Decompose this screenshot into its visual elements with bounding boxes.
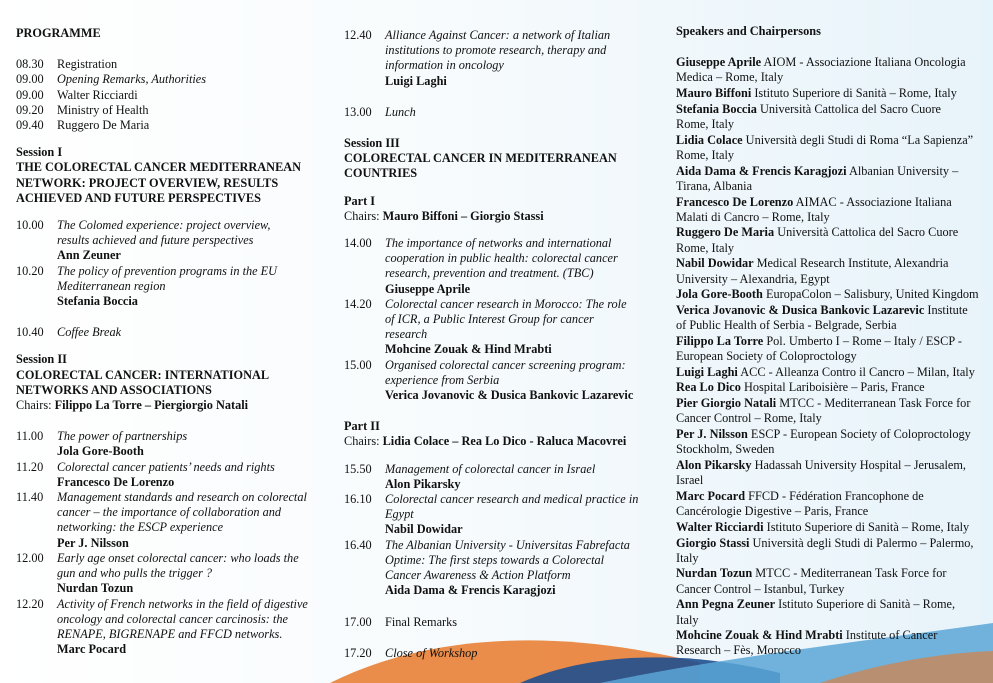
schedule-text: Close of Workshop [385,645,478,660]
spacer [16,309,321,325]
session-label: Session II [16,352,67,367]
schedule-text: Final Remarks [385,614,458,629]
session-title-line: NETWORK: PROJECT OVERVIEW, RESULTS [16,175,279,190]
schedule-text: Walter Ricciardi [57,87,138,102]
speaker-name: Ann Zeuner [57,248,121,263]
talk-title-line: Cancer Awareness & Action Platform [385,568,571,583]
speaker-entry [676,380,988,395]
speaker-entry [676,287,988,302]
talk-title-line: Colorectal cancer patients’ needs and rights [57,459,275,474]
speaker-name: Nurdan Tozun [57,581,134,596]
speaker-affiliation: Medical Research Institute, Alexandria [753,256,949,271]
speaker-affiliation: Italy [676,612,699,627]
talk-body [385,358,654,404]
speaker-name: Giuseppe Aprile [385,281,471,296]
spacer [16,133,321,145]
speaker-name: Alon Pikarsky [676,457,752,472]
chairs-names: Filippo La Torre – Piergiorgio Natali [54,398,249,413]
talk-body [385,462,654,492]
talk-body [57,551,321,597]
time: 11.00 [16,429,44,444]
speakers-title: Speakers and Chairpersons [676,24,821,38]
speaker-name: Ann Pegna Zeuner [676,597,776,612]
time: 09.00 [16,72,44,87]
chairs-line [344,434,654,449]
part-label: Part I [344,193,376,208]
talk-body [385,28,654,89]
speaker-affiliation: University – Alexandria, Egypt [676,271,830,286]
chairs-label: Chairs: [344,208,383,223]
talk-title-line: RENAPE, BIGRENAPE and FFCD networks. [57,626,283,641]
time: 15.50 [344,461,372,476]
time: 17.20 [344,645,372,660]
speaker-name: Aida Dama & Frencis Karagjozi [385,583,556,598]
programme-column [16,26,321,657]
talk-row [16,218,321,264]
speaker-affiliation: Italy [676,550,699,565]
schedule-row [344,646,654,661]
schedule-row [16,103,321,118]
time: 14.00 [344,236,372,251]
talk-body [57,490,321,551]
time: 16.40 [344,537,372,552]
chairs-label: Chairs: [16,398,55,413]
talk-row [344,492,654,538]
speaker-entry [676,225,988,255]
speaker-affiliation: Rome, Italy [676,240,735,255]
speaker-name: Per J. Nilsson [676,427,748,442]
time: 11.40 [16,490,44,505]
session-title-line: COLORECTAL CANCER IN MEDITERRANEAN [344,151,617,166]
speaker-affiliation: FFCD - Fédération Francophone de [745,488,924,503]
time: 10.00 [16,218,44,233]
spacer [344,182,654,194]
speaker-affiliation: Cancérologie Digestive – Paris, France [676,504,869,519]
time: 15.00 [344,357,372,372]
talk-row [16,264,321,310]
schedule-row [344,105,654,120]
speaker-affiliation: ACC - Alleanza Contro il Cancro – Milan, Italy [737,364,975,379]
talk-title-line: The power of partnerships [57,429,188,444]
talk-title-line: Mediterranean region [57,278,166,293]
speakers-column [676,24,988,659]
speaker-affiliation: Istituto Superiore di Sanità – Rome, Italy [751,86,957,101]
chairs-line [344,209,654,224]
speaker-entry [676,334,988,364]
speaker-affiliation: Cancer Control – Rome, Italy [676,411,822,426]
speaker-affiliation: AIOM - Associazione Italiana Oncologia [761,55,966,70]
time: 14.20 [344,296,372,311]
speaker-name: Nabil Dowidar [385,522,463,537]
speaker-name: Verica Jovanovic & Dusica Bankovic Lazarevic [385,388,634,403]
speaker-name: Nabil Dowidar [676,256,754,271]
schedule-row [16,57,321,72]
speaker-entry [676,55,988,85]
speaker-name: Ruggero De Maria [676,225,775,240]
time: 16.10 [344,492,372,507]
talk-title-line: Activity of French networks in the field of digestive [57,596,308,611]
schedule-row [16,72,321,87]
talk-body [385,492,654,538]
talk-title-line: Organised colorectal cancer screening program: [385,357,626,372]
talk-row [344,297,654,358]
schedule-row [16,118,321,133]
speaker-affiliation: Hospital Lariboisière – Paris, France [740,380,925,395]
schedule-row [344,615,654,630]
speaker-name: Luigi Laghi [385,73,447,88]
speaker-affiliation: Rome, Italy [676,117,735,132]
time: 10.20 [16,263,44,278]
programme-title: PROGRAMME [16,26,101,40]
spacer [16,206,321,218]
talk-body [385,297,654,358]
chairs-names: Mauro Biffoni – Giorgio Stassi [382,208,544,223]
speaker-affiliation: Università degli Studi di Palermo – Palermo, [749,535,974,550]
talk-title-line: The Colomed experience: project overview, [57,218,271,233]
speaker-affiliation: Research – Fès, Morocco [676,643,801,658]
session-title-line: NETWORKS AND ASSOCIATIONS [16,382,212,397]
speaker-entry [676,86,988,101]
speaker-affiliation: Malati di Cancro – Rome, Italy [676,209,830,224]
speaker-affiliation: Università Cattolica del Sacro Cuore [774,225,959,240]
speaker-affiliation: MTCC - Mediterranean Task Force for [752,566,947,581]
speaker-entry [676,536,988,566]
speaker-name: Marc Pocard [57,642,127,657]
spacer [344,599,654,615]
talk-title-line: of ICR, a Public Interest Group for cancer [385,312,594,327]
speaker-name: Aida Dama & Frencis Karagjozi [676,163,847,178]
talk-row [344,358,654,404]
talk-title-line: research, prevention and treatment. (TBC) [385,266,594,281]
speaker-affiliation: of Public Health of Serbia - Belgrade, Serbia [676,318,897,333]
talk-row [344,236,654,297]
talk-title-line: results achieved and future perspectives [57,233,254,248]
speaker-name: Lidia Colace [676,132,743,147]
talk-row [16,429,321,459]
time: 12.00 [16,550,44,565]
speaker-affiliation: Istituto Superiore di Sanità – Rome, [775,597,956,612]
talk-title-line: gun and who pulls the trigger ? [57,566,213,581]
chairs-label: Chairs: [344,434,383,449]
speaker-name: Luigi Laghi [676,364,738,379]
speaker-affiliation: Università degli Studi di Roma “La Sapienza” [742,132,974,147]
schedule-text: Opening Remarks, Authorities [57,72,207,87]
speaker-affiliation: MTCC - Mediterranean Task Force for [776,396,971,411]
speaker-entry [676,365,988,380]
spacer [344,630,654,646]
talk-row [344,538,654,599]
speaker-affiliation: Istituto Superiore di Sanità – Rome, Italy [763,519,970,534]
talk-row [16,597,321,658]
spacer [344,224,654,236]
speaker-affiliation: AIMAC - Associazione Italiana [793,194,952,209]
speaker-entry [676,164,988,194]
talk-title-line: Early age onset colorectal cancer: who loads the [57,550,299,565]
speaker-entry [676,489,988,519]
talk-body [57,218,321,264]
talk-title-line: research [385,327,428,342]
talk-title-line: Management of colorectal cancer in Israel [385,461,596,476]
speaker-entry [676,566,988,596]
speaker-affiliation: Università Cattolica del Sacro Cuore [756,101,942,116]
talk-title-line: The Albanian University - Universitas Fabrefacta [385,537,630,552]
time: 09.20 [16,102,44,117]
speaker-affiliation: Institute of Cancer [842,628,938,643]
speaker-name: Per J. Nilsson [57,535,129,550]
spacer [16,41,321,57]
talk-title-line: Egypt [385,507,414,522]
speaker-entry [676,303,988,333]
speaker-name: Stefania Boccia [676,101,757,116]
talk-body [57,264,321,310]
speaker-affiliation: Pol. Umberto I – Rome – Italy / ESCP - [763,333,962,348]
talk-title-line: information in oncology [385,58,504,73]
time: 09.40 [16,118,44,133]
session-title-line: COUNTRIES [344,166,418,181]
talk-title-line: cooperation in public health: colorectal cancer [385,251,618,266]
talk-row [344,28,654,89]
schedule-text: Lunch [385,104,416,119]
speaker-entry [676,628,988,658]
schedule-text: Coffee Break [57,325,122,340]
session-title-line: ACHIEVED AND FUTURE PERSPECTIVES [16,190,261,205]
spacer [344,450,654,462]
session-title-line: THE COLORECTAL CANCER MEDITERRANEAN [16,160,302,175]
talk-body [385,538,654,599]
talk-title-line: experience from Serbia [385,372,500,387]
talk-body [385,236,654,297]
speaker-entry [676,133,988,163]
speaker-name: Walter Ricciardi [676,519,764,534]
schedule-row [16,325,321,340]
talk-title-line: oncology and colorectal cancer carcinosis: the [57,611,288,626]
time: 17.00 [344,614,372,629]
speaker-affiliation: EuropaColon – Salisbury, United Kingdom [762,287,979,302]
time: 13.00 [344,104,372,119]
time: 09.00 [16,87,44,102]
spacer [344,89,654,105]
talk-row [16,551,321,597]
speaker-affiliation: European Society of Coloproctology [676,349,857,364]
schedule-text: Registration [57,57,118,72]
chairs-names: Lidia Colace – Rea Lo Dico - Raluca Macovrei [382,434,627,449]
talk-title-line: networking: the ESCP experience [57,520,224,535]
speaker-name: Mauro Biffoni [676,86,752,101]
session-title-line: COLORECTAL CANCER: INTERNATIONAL [16,367,270,382]
programme-continued-column [344,28,654,661]
speaker-name: Verica Jovanovic & Dusica Bankovic Lazarevic [676,302,925,317]
speaker-name: Jola Gore-Booth [57,444,144,459]
speaker-affiliation: Cancer Control – Istanbul, Turkey [676,581,845,596]
speaker-affiliation: Hadassah University Hospital – Jerusalem, [751,457,966,472]
speaker-name: Mohcine Zouak & Hind Mrabti [385,342,552,357]
talk-body [57,460,321,490]
speaker-affiliation: Stockholm, Sweden [676,442,775,457]
speaker-affiliation: Medica – Rome, Italy [676,70,784,85]
spacer [16,413,321,429]
speaker-name: Marc Pocard [676,488,746,503]
talk-title-line: Colorectal cancer research in Morocco: The role [385,296,627,311]
time: 12.20 [16,596,44,611]
speaker-affiliation: Tirana, Albania [676,178,753,193]
talk-title-line: Colorectal cancer research and medical practice in [385,492,639,507]
speaker-name: Pier Giorgio Natali [676,396,777,411]
schedule-text: Ruggero De Maria [57,118,150,133]
time: 10.40 [16,325,44,340]
spacer [344,403,654,419]
speaker-affiliation: Rome, Italy [676,147,735,162]
time: 11.20 [16,459,44,474]
speaker-name: Mohcine Zouak & Hind Mrabti [676,628,843,643]
speaker-name: Alon Pikarsky [385,476,461,491]
speaker-entry [676,427,988,457]
speaker-entry [676,520,988,535]
spacer [676,39,988,55]
talk-body [57,429,321,459]
talk-title-line: The policy of prevention programs in the EU [57,263,278,278]
talk-row [344,462,654,492]
speaker-affiliation: Israel [676,473,704,488]
speaker-entry [676,597,988,627]
schedule-text: Ministry of Health [57,102,149,117]
session-label: Session I [16,145,63,160]
speaker-name: Stefania Boccia [57,294,138,309]
speaker-affiliation: ESCP - European Society of Coloproctology [747,427,971,442]
speaker-name: Giorgio Stassi [676,535,750,550]
schedule-row [16,88,321,103]
spacer [16,340,321,352]
talk-row [16,490,321,551]
speaker-name: Rea Lo Dico [676,380,741,395]
speaker-entry [676,256,988,286]
speaker-name: Nurdan Tozun [676,566,753,581]
time: 12.40 [344,28,372,42]
speaker-entry [676,195,988,225]
speaker-name: Filippo La Torre [676,333,764,348]
talk-row [16,460,321,490]
speaker-affiliation: Albanian University – [846,163,959,178]
talk-title-line: Alliance Against Cancer: a network of Italian [385,28,611,42]
speaker-name: Giuseppe Aprile [676,55,762,70]
talk-title-line: cancer – the importance of collaboration and [57,505,282,520]
talk-title-line: Optime: The first steps towards a Colorectal [385,552,605,567]
speaker-name: Jola Gore-Booth [676,287,763,302]
speaker-name: Francesco De Lorenzo [676,194,794,209]
talk-title-line: Management standards and research on colorectal [57,490,307,505]
talk-body [57,597,321,658]
speaker-name: Francesco De Lorenzo [57,474,175,489]
speaker-entry [676,458,988,488]
part-label: Part II [344,419,380,434]
speaker-affiliation: Institute [924,302,968,317]
talk-title-line: The importance of networks and international [385,236,612,251]
time: 08.30 [16,57,44,72]
speaker-entry [676,396,988,426]
spacer [344,120,654,136]
session-label: Session III [344,136,400,151]
speaker-entry [676,102,988,132]
chairs-line [16,398,321,413]
talk-title-line: institutions to promote research, therapy and [385,43,607,58]
